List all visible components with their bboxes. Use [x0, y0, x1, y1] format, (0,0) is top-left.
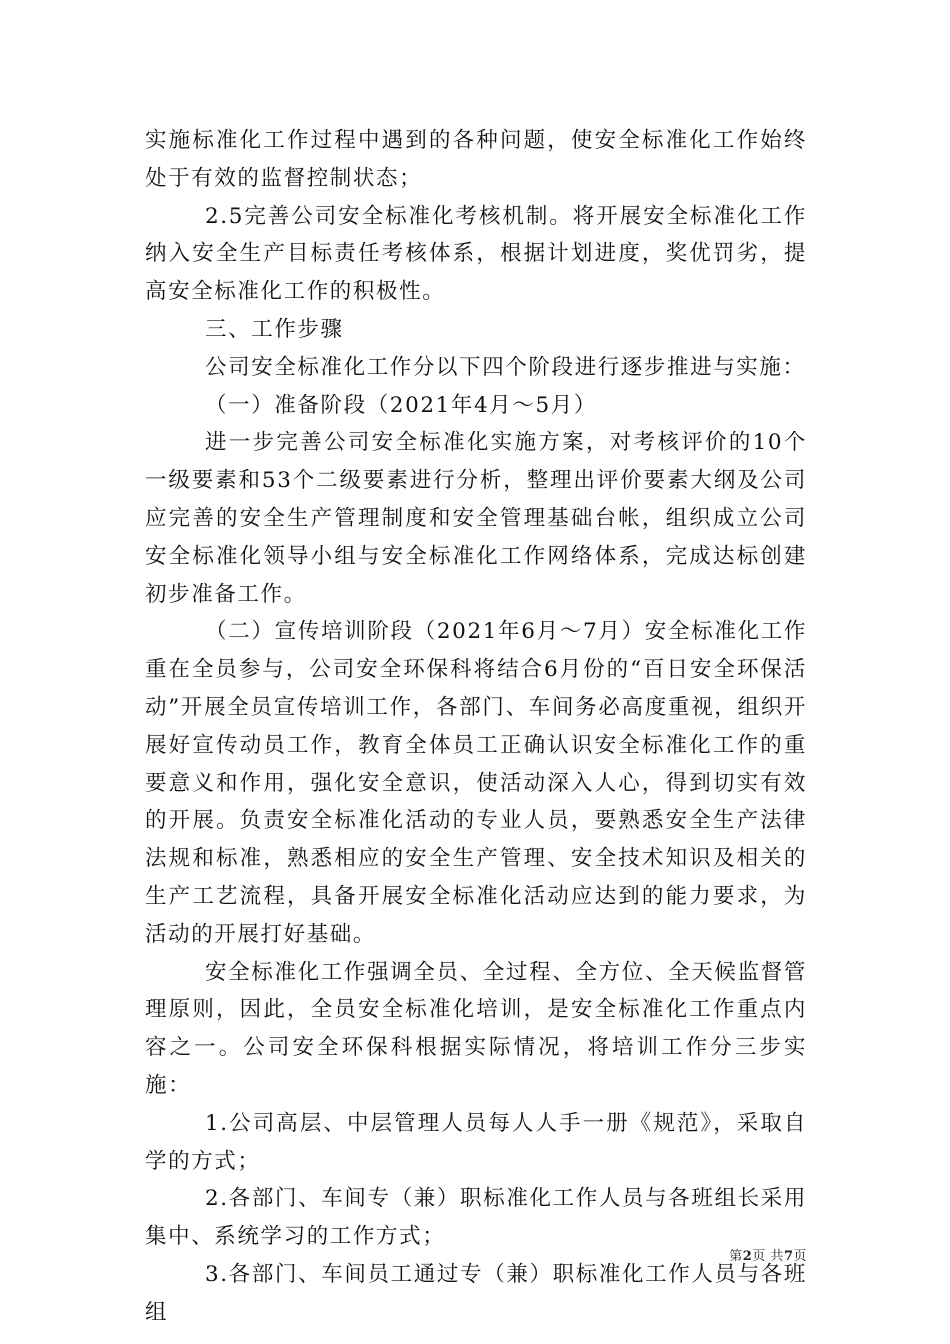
footer-prefix: 第	[729, 1249, 743, 1264]
paragraph-training-principle: 安全标准化工作强调全员、全过程、全方位、全天候监督管理原则，因此，全员安全标准化培训，是安全标准化工作重点内容之一。公司安全环保科根据实际情况，将培训工作分三步实施：	[145, 959, 807, 1098]
footer-current-page: 2	[742, 1249, 753, 1264]
footer-middle: 页 共	[752, 1249, 784, 1264]
paragraph-continuation: 实施标准化工作过程中遇到的各种问题，使安全标准化工作始终处于有效的监督控制状态；	[145, 128, 807, 191]
paragraph-preparation: 进一步完善公司安全标准化实施方案，对考核评价的10个一级要素和53个二级要素进行分析，整理出评价要素大纲及公司应完善的安全生产管理制度和安全管理基础台帐，组织成立公司安全标准化领导小组与安全标准化工作网络体系，完成达标创建初步准备工作。	[145, 430, 807, 607]
list-item-step-1: 1.公司高层、中层管理人员每人人手一册《规范》，采取自学的方式；	[145, 1110, 807, 1174]
paragraph-training-stage: （二）宣传培训阶段（2021年6月～7月）安全标准化工作重在全员参与，公司安全环保科将结合6月份的“百日安全环保活动”开展全员宣传培训工作，各部门、车间务必高度重视，组织开展好宣传动员工作，教育全体员工正确认识安全标准化工作的重要意义和作用，强化安全意识，使活动深入人心，得到切实有效的开展。负责安全标准化活动的专业人员，要熟悉安全生产法律法规和标准，熟悉相应的安全生产管理、安全技术知识及相关的生产工艺流程，具备开展安全标准化活动应达到的能力要求，为活动的开展打好基础。	[145, 619, 807, 947]
list-item-step-2: 2.各部门、车间专（兼）职标准化工作人员与各班组长采用集中、系统学习的工作方式；	[145, 1186, 807, 1250]
document-body	[145, 122, 807, 1332]
page-number-footer	[729, 1248, 807, 1266]
paragraph-intro-stages: 公司安全标准化工作分以下四个阶段进行逐步推进与实施：	[205, 354, 806, 380]
paragraph-item-2-5: 2.5完善公司安全标准化考核机制。将开展安全标准化工作纳入安全生产目标责任考核体系，根据计划进度，奖优罚劣，提高安全标准化工作的积极性。	[145, 203, 807, 305]
list-item-step-3: 3.各部门、车间员工通过专（兼）职标准化工作人员与各班组	[145, 1261, 807, 1325]
footer-suffix: 页	[793, 1249, 807, 1264]
footer-total-pages: 7	[783, 1249, 794, 1264]
section-heading-work-steps: 三、工作步骤	[205, 316, 344, 342]
stage-heading-preparation: （一）准备阶段（2021年4月～5月）	[205, 392, 597, 418]
